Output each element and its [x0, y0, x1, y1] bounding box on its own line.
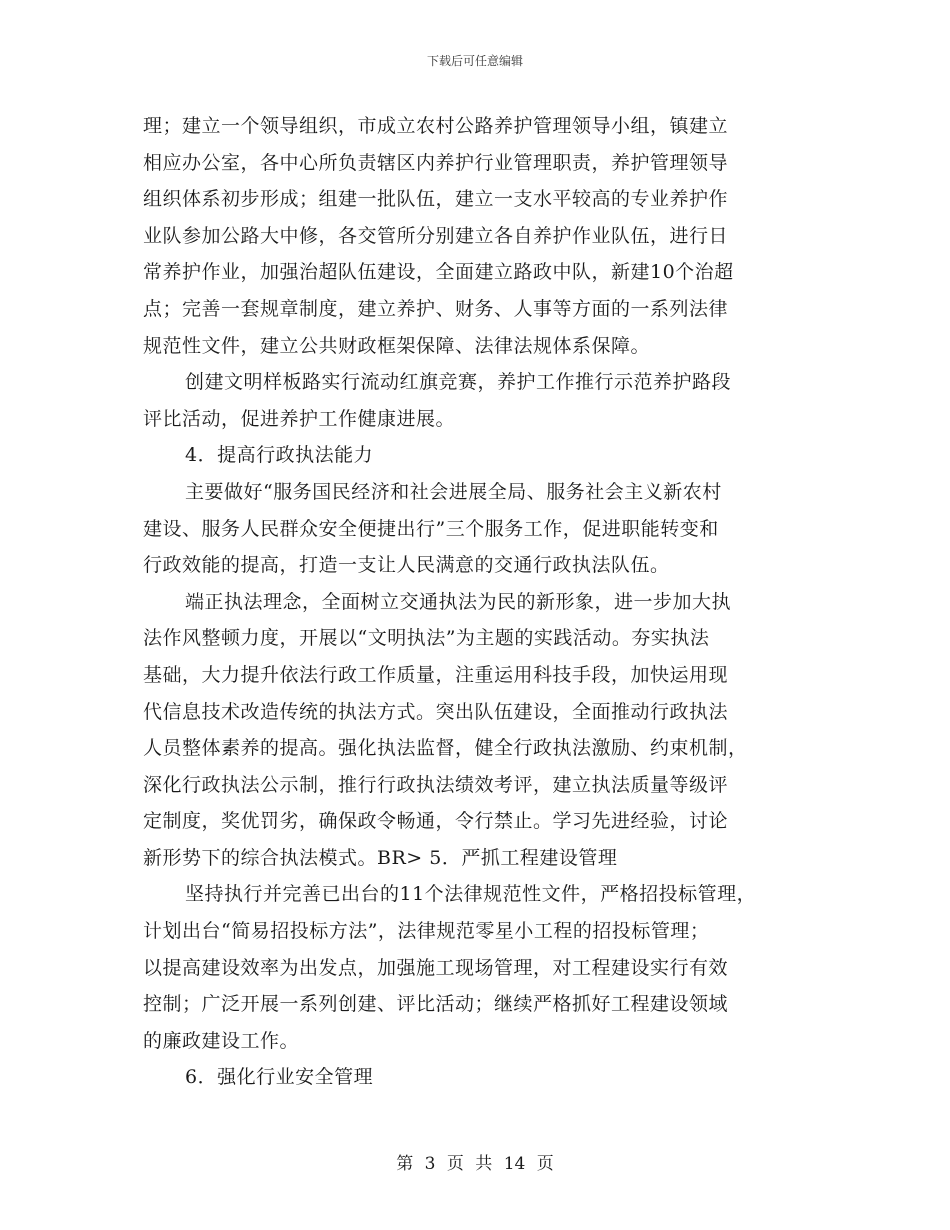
- text-line: 深化行政执法公示制，推行行政执法绩效考评，建立执法质量等级评: [143, 773, 729, 796]
- page-footer: 第 3 页 共 14 页: [396, 1154, 554, 1174]
- document-body: [143, 108, 813, 1096]
- text-line: 定制度，奖优罚劣，确保政令畅通，令行禁止。学习先进经验，讨论: [143, 810, 729, 833]
- paragraph-start: 创建文明样板路实行流动红旗竞赛，养护工作推行示范养护路段: [185, 371, 732, 394]
- text-line: 评比活动，促进养护工作健康进展。: [143, 407, 456, 430]
- text-line: 常养护作业，加强治超队伍建设，全面建立路政中队，新建10个治超: [143, 261, 734, 284]
- text-line: 建设、服务人民群众安全便捷出行”三个服务工作，促进职能转变和: [143, 517, 719, 540]
- paragraph-start: 端正执法理念，全面树立交通执法为民的新形象，进一步加大执: [185, 590, 732, 613]
- text-line: 新形势下的综合执法模式。BR> 5．严抓工程建设管理: [143, 846, 618, 869]
- text-line: 规范性文件，建立公共财政框架保障、法律法规体系保障。: [143, 334, 651, 357]
- paragraph-start: 主要做好“服务国民经济和社会进展全局、服务社会主义新农村: [185, 480, 722, 503]
- text-line: 基础，大力提升依法行政工作质量，注重运用科技手段，加快运用现: [143, 663, 729, 686]
- text-line: 理；建立一个领导组织，市成立农村公路养护管理领导小组，镇建立: [143, 115, 729, 137]
- text-line: 的廉政建设工作。: [143, 1029, 300, 1052]
- text-line: 点；完善一套规章制度，建立养护、财务、人事等方面的一系列法律: [143, 297, 729, 320]
- section-heading: 6．强化行业安全管理: [185, 1066, 374, 1089]
- section-heading: 4．提高行政执法能力: [185, 444, 374, 467]
- page-header: 下载后可任意编辑: [426, 54, 523, 68]
- text-line: 组织体系初步形成；组建一批队伍，建立一支水平较高的专业养护作: [143, 188, 729, 211]
- text-line: 行政效能的提高，打造一支让人民满意的交通行政执法队伍。: [143, 554, 670, 577]
- text-line: 人员整体素养的提高。强化执法监督，健全行政执法激励、约束机制，: [143, 737, 748, 760]
- text-line: 业队参加公路大中修，各交管所分别建立各自养护作业队伍，进行日: [143, 224, 729, 247]
- text-line: 以提高建设效率为出发点，加强施工现场管理，对工程建设实行有效: [143, 956, 729, 979]
- text-line: 控制；广泛开展一系列创建、评比活动；继续严格抓好工程建设领域: [143, 993, 729, 1016]
- text-line: 计划出台“简易招投标方法”，法律规范零星小工程的招投标管理；: [143, 920, 710, 943]
- text-line: 代信息技术改造传统的执法方式。突出队伍建设，全面推动行政执法: [143, 700, 729, 723]
- text-line: 相应办公室，各中心所负责辖区内养护行业管理职责，养护管理领导: [143, 151, 729, 174]
- paragraph-start: 坚持执行并完善已出台的11个法律规范性文件，严格招投标管理，: [185, 883, 757, 906]
- text-line: 法作风整顿力度，开展以“文明执法”为主题的实践活动。夯实执法: [143, 627, 710, 650]
